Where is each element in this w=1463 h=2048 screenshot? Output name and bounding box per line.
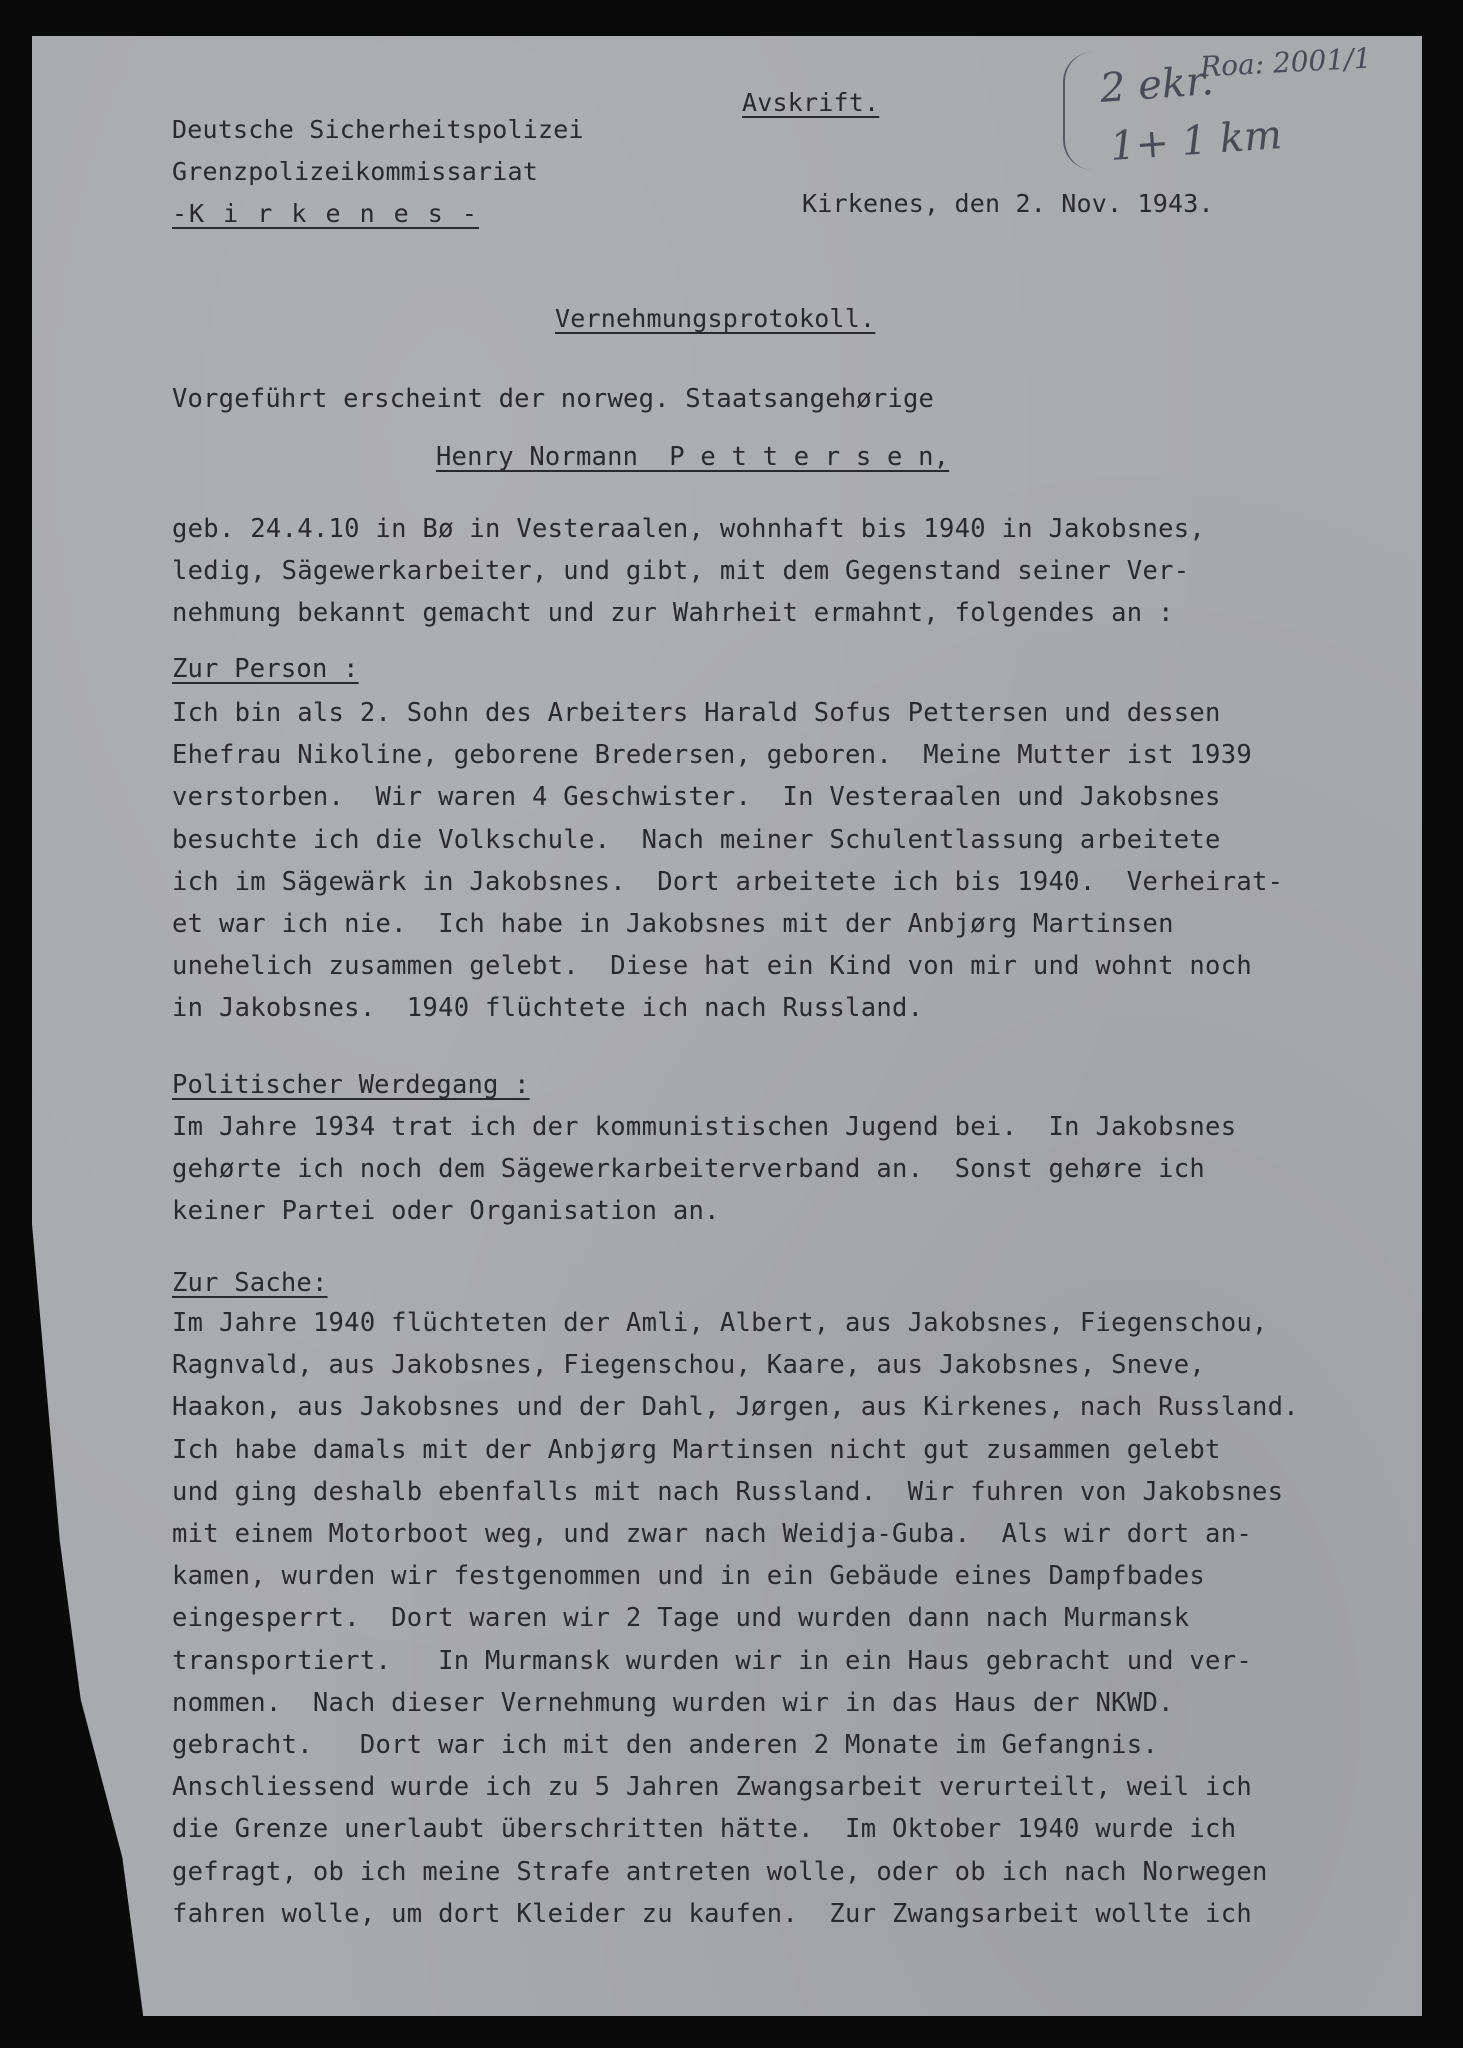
copy-label: Avskrift. [742, 88, 880, 117]
text-line: Ich bin als 2. Sohn des Arbeiters Harald Sofus Pettersen und dessen [172, 698, 1221, 728]
section-body-matter [172, 1302, 1299, 1935]
handwritten-reference: Roa: 2001/1 [1199, 41, 1373, 84]
org-line-3: -K i r k e n e s - [172, 199, 479, 228]
personal-details-line: nehmung bekannt gemacht und zur Wahrheit ermahnt, folgendes an : [172, 598, 1174, 629]
place-date: Kirkenes, den 2. Nov. 1943. [802, 189, 1214, 218]
text-line: besuchte ich die Volkschule. Nach meiner Schulentlassung arbeitete [172, 824, 1221, 855]
text-line: Haakon, aus Jakobsnes und der Dahl, Jørgen, aus Kirkenes, nach Russland. [172, 1392, 1299, 1423]
text-line: gefragt, ob ich meine Strafe antreten wolle, oder ob ich nach Norwegen [172, 1856, 1268, 1887]
personal-details-line: geb. 24.4.10 in Bø in Vesteraalen, wohnhaft bis 1940 in Jakobsnes, [172, 514, 1206, 544]
handwritten-note-line1: 2 ekr. [1098, 58, 1215, 112]
text-line: verstorben. Wir waren 4 Geschwister. In Vesteraalen und Jakobsnes [172, 782, 1221, 813]
personal-details [172, 508, 1205, 635]
section-heading-person: Zur Person : [172, 654, 359, 684]
text-line: und ging deshalb ebenfalls mit nach Russland. Wir fuhren von Jakobsnes [172, 1476, 1284, 1507]
text-line: Ich habe damals mit der Anbjørg Martinsen nicht gut zusammen gelebt [172, 1434, 1221, 1465]
text-line: keiner Partei oder Organisation an. [172, 1196, 720, 1227]
text-line: gehørte ich noch dem Sägewerkarbeiterverband an. Sonst gehøre ich [172, 1154, 1206, 1185]
personal-details-line: ledig, Sägewerkarbeiter, und gibt, mit dem Gegenstand seiner Ver- [172, 556, 1190, 587]
text-line: unehelich zusammen gelebt. Diese hat ein Kind von mir und wohnt noch [172, 951, 1253, 982]
text-line: mit einem Motorboot weg, und zwar nach Weidja-Guba. Als wir dort an- [172, 1519, 1253, 1550]
handwritten-bracket [1063, 52, 1093, 170]
section-heading-matter: Zur Sache: [172, 1268, 328, 1298]
subject-name: Henry Normann P e t t e r s e n, [436, 442, 950, 472]
section-heading-political: Politischer Werdegang : [172, 1070, 530, 1100]
text-line: fahren wolle, um dort Kleider zu kaufen. Zur Zwangsarbeit wollte ich [172, 1898, 1253, 1929]
org-line-1: Deutsche Sicherheitspolizei [172, 115, 584, 144]
text-line: Im Jahre 1940 flüchteten der Amli, Albert, aus Jakobsnes, Fiegenschou, [172, 1308, 1268, 1338]
text-line: kamen, wurden wir festgenommen und in ein Gebäude eines Dampfbades [172, 1561, 1206, 1592]
text-line: ich im Sägewärk in Jakobsnes. Dort arbeitete ich bis 1940. Verheirat- [172, 866, 1284, 897]
handwritten-note-line2: 1+ 1 km [1108, 112, 1284, 170]
text-line: die Grenze unerlaubt überschritten hätte. Im Oktober 1940 wurde ich [172, 1814, 1237, 1845]
intro-line: Vorgeführt erscheint der norweg. Staatsangehørige [172, 384, 935, 414]
org-line-2: Grenzpolizeikommissariat [172, 157, 539, 186]
text-line: Im Jahre 1934 trat ich der kommunistischen Jugend bei. In Jakobsnes [172, 1112, 1237, 1142]
text-line: Ehefrau Nikoline, geborene Bredersen, geboren. Meine Mutter ist 1939 [172, 740, 1253, 771]
section-body-political [172, 1106, 1236, 1233]
text-line: nommen. Nach dieser Vernehmung wurden wir in das Haus der NKWD. [172, 1687, 1174, 1718]
text-line: Anschliessend wurde ich zu 5 Jahren Zwangsarbeit verurteilt, weil ich [172, 1772, 1253, 1803]
document-title: Vernehmungsprotokoll. [555, 304, 876, 333]
text-line: eingesperrt. Dort waren wir 2 Tage und wurden dann nach Murmansk [172, 1603, 1190, 1634]
text-line: gebracht. Dort war ich mit den anderen 2 Monate im Gefangnis. [172, 1730, 1159, 1761]
text-line: transportiert. In Murmansk wurden wir in ein Haus gebracht und ver- [172, 1645, 1253, 1676]
section-body-person [172, 692, 1283, 1030]
text-line: et war ich nie. Ich habe in Jakobsnes mit der Anbjørg Martinsen [172, 909, 1174, 940]
text-line: in Jakobsnes. 1940 flüchtete ich nach Russland. [172, 993, 924, 1024]
text-line: Ragnvald, aus Jakobsnes, Fiegenschou, Kaare, aus Jakobsnes, Sneve, [172, 1350, 1206, 1381]
